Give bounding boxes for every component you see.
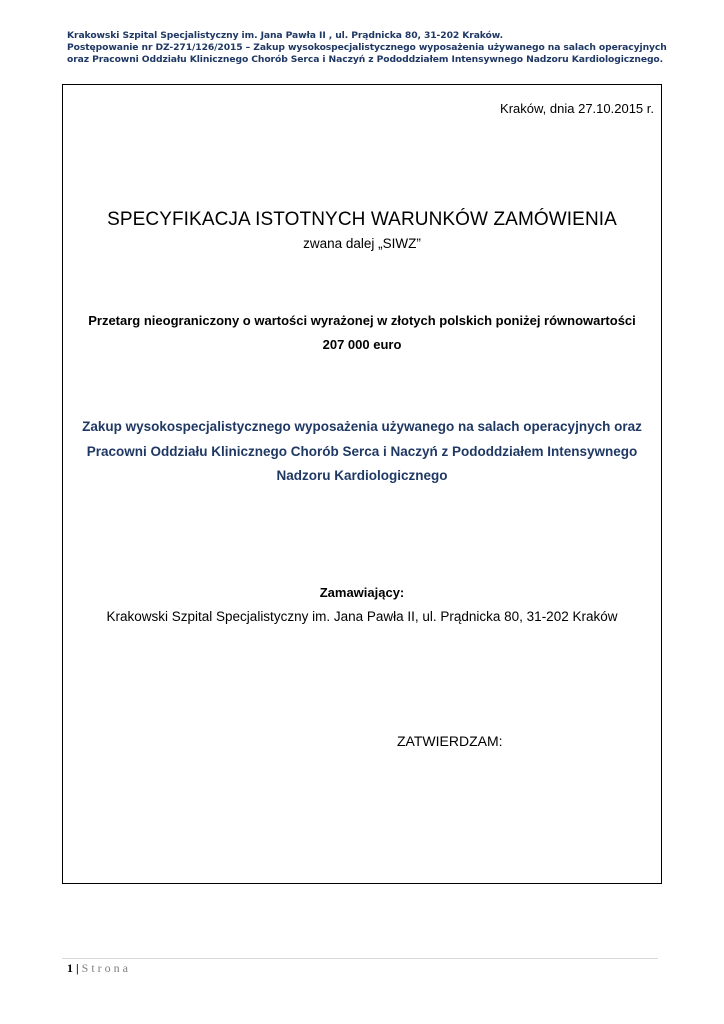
orderer-value: Krakowski Szpital Specjalistyczny im. Jana Pawła II, ul. Prądnicka 80, 31-202 Kraków [106, 609, 618, 624]
header-line-institution: Krakowski Szpital Specjalistyczny im. Jana Pawła II , ul. Prądnicka 80, 31-202 Kraków. [67, 30, 503, 41]
procurement-subject [63, 415, 661, 489]
date-line: Kraków, dnia 27.10.2015 r. [500, 101, 654, 116]
page-word: Strona [81, 961, 131, 975]
tender-type-line: Przetarg nieograniczony o wartości wyrażonej w złotych polskich poniżej równowartości [88, 313, 636, 328]
approval-label: ZATWIERDZAM: [397, 733, 503, 749]
document-subtitle: zwana dalej „SIWZ” [303, 236, 421, 251]
orderer-label: Zamawiający: [319, 585, 405, 600]
document-title: SPECYFIKACJA ISTOTNYCH WARUNKÓW ZAMÓWIENIA [107, 209, 617, 230]
page-number: 1 [67, 961, 73, 975]
header-line-procedure: Postępowanie nr DZ-271/126/2015 – Zakup wysokospecjalistycznego wyposażenia używanego na salach operacyjnych [67, 42, 667, 53]
title-page-frame [62, 84, 662, 884]
page-footer [67, 961, 131, 976]
page-header [67, 30, 687, 66]
header-line-procedure-cont: oraz Pracowni Oddziału Klinicznego Chorób Serca i Naczyń z Pododdziałem Intensywnego Nadzoru Kardiologicznego. [67, 54, 664, 65]
subject-line: Nadzoru Kardiologicznego [276, 468, 448, 483]
footer-divider [62, 958, 658, 959]
footer-separator: | [76, 961, 79, 975]
subject-line: Pracowni Oddziału Klinicznego Chorób Serca i Naczyń z Pododdziałem Intensywnego [86, 443, 638, 459]
subject-line: Zakup wysokospecjalistycznego wyposażenia używanego na salach operacyjnych oraz [82, 419, 642, 434]
tender-threshold: 207 000 euro [322, 337, 402, 352]
tender-type [63, 309, 661, 357]
